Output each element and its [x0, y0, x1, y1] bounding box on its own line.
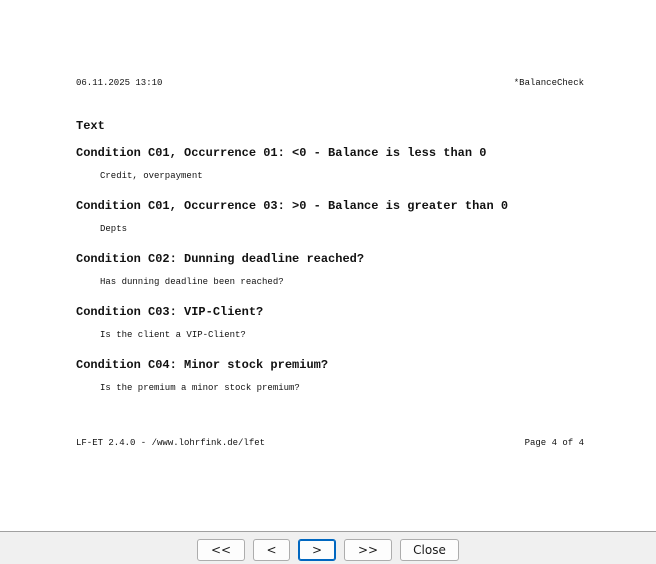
condition-description: Has dunning deadline been reached? — [100, 277, 284, 287]
condition-title: Condition C02: Dunning deadline reached? — [76, 252, 365, 266]
header-document-name: *BalanceCheck — [513, 78, 584, 88]
condition-item — [76, 358, 584, 411]
condition-title: Condition C03: VIP-Client? — [76, 305, 264, 319]
next-page-button[interactable]: > — [298, 539, 336, 561]
condition-description: Is the client a VIP-Client? — [100, 330, 246, 340]
page-footer — [76, 437, 584, 451]
header-date: 06.11.2025 13:10 — [76, 78, 163, 88]
page-header — [76, 77, 584, 91]
condition-item — [76, 305, 584, 358]
condition-title: Condition C01, Occurrence 01: <0 - Balance is less than 0 — [76, 146, 487, 160]
previous-page-button[interactable]: < — [253, 539, 290, 561]
navigation-toolbar — [0, 531, 656, 564]
condition-item — [76, 199, 584, 252]
footer-page-number: Page 4 of 4 — [524, 438, 584, 448]
first-page-button[interactable]: << — [197, 539, 245, 561]
condition-list — [76, 146, 584, 411]
condition-title: Condition C04: Minor stock premium? — [76, 358, 329, 372]
condition-description: Credit, overpayment — [100, 171, 203, 181]
section-title: Text — [76, 119, 105, 133]
close-button[interactable]: Close — [400, 539, 459, 561]
condition-item — [76, 146, 584, 199]
condition-description: Depts — [100, 224, 128, 234]
report-content — [76, 119, 584, 411]
condition-title: Condition C01, Occurrence 03: >0 - Balance is greater than 0 — [76, 199, 509, 213]
footer-product: LF-ET 2.4.0 - /www.lohrfink.de/lfet — [76, 438, 266, 448]
condition-item — [76, 252, 584, 305]
last-page-button[interactable]: >> — [344, 539, 392, 561]
condition-description: Is the premium a minor stock premium? — [100, 383, 300, 393]
